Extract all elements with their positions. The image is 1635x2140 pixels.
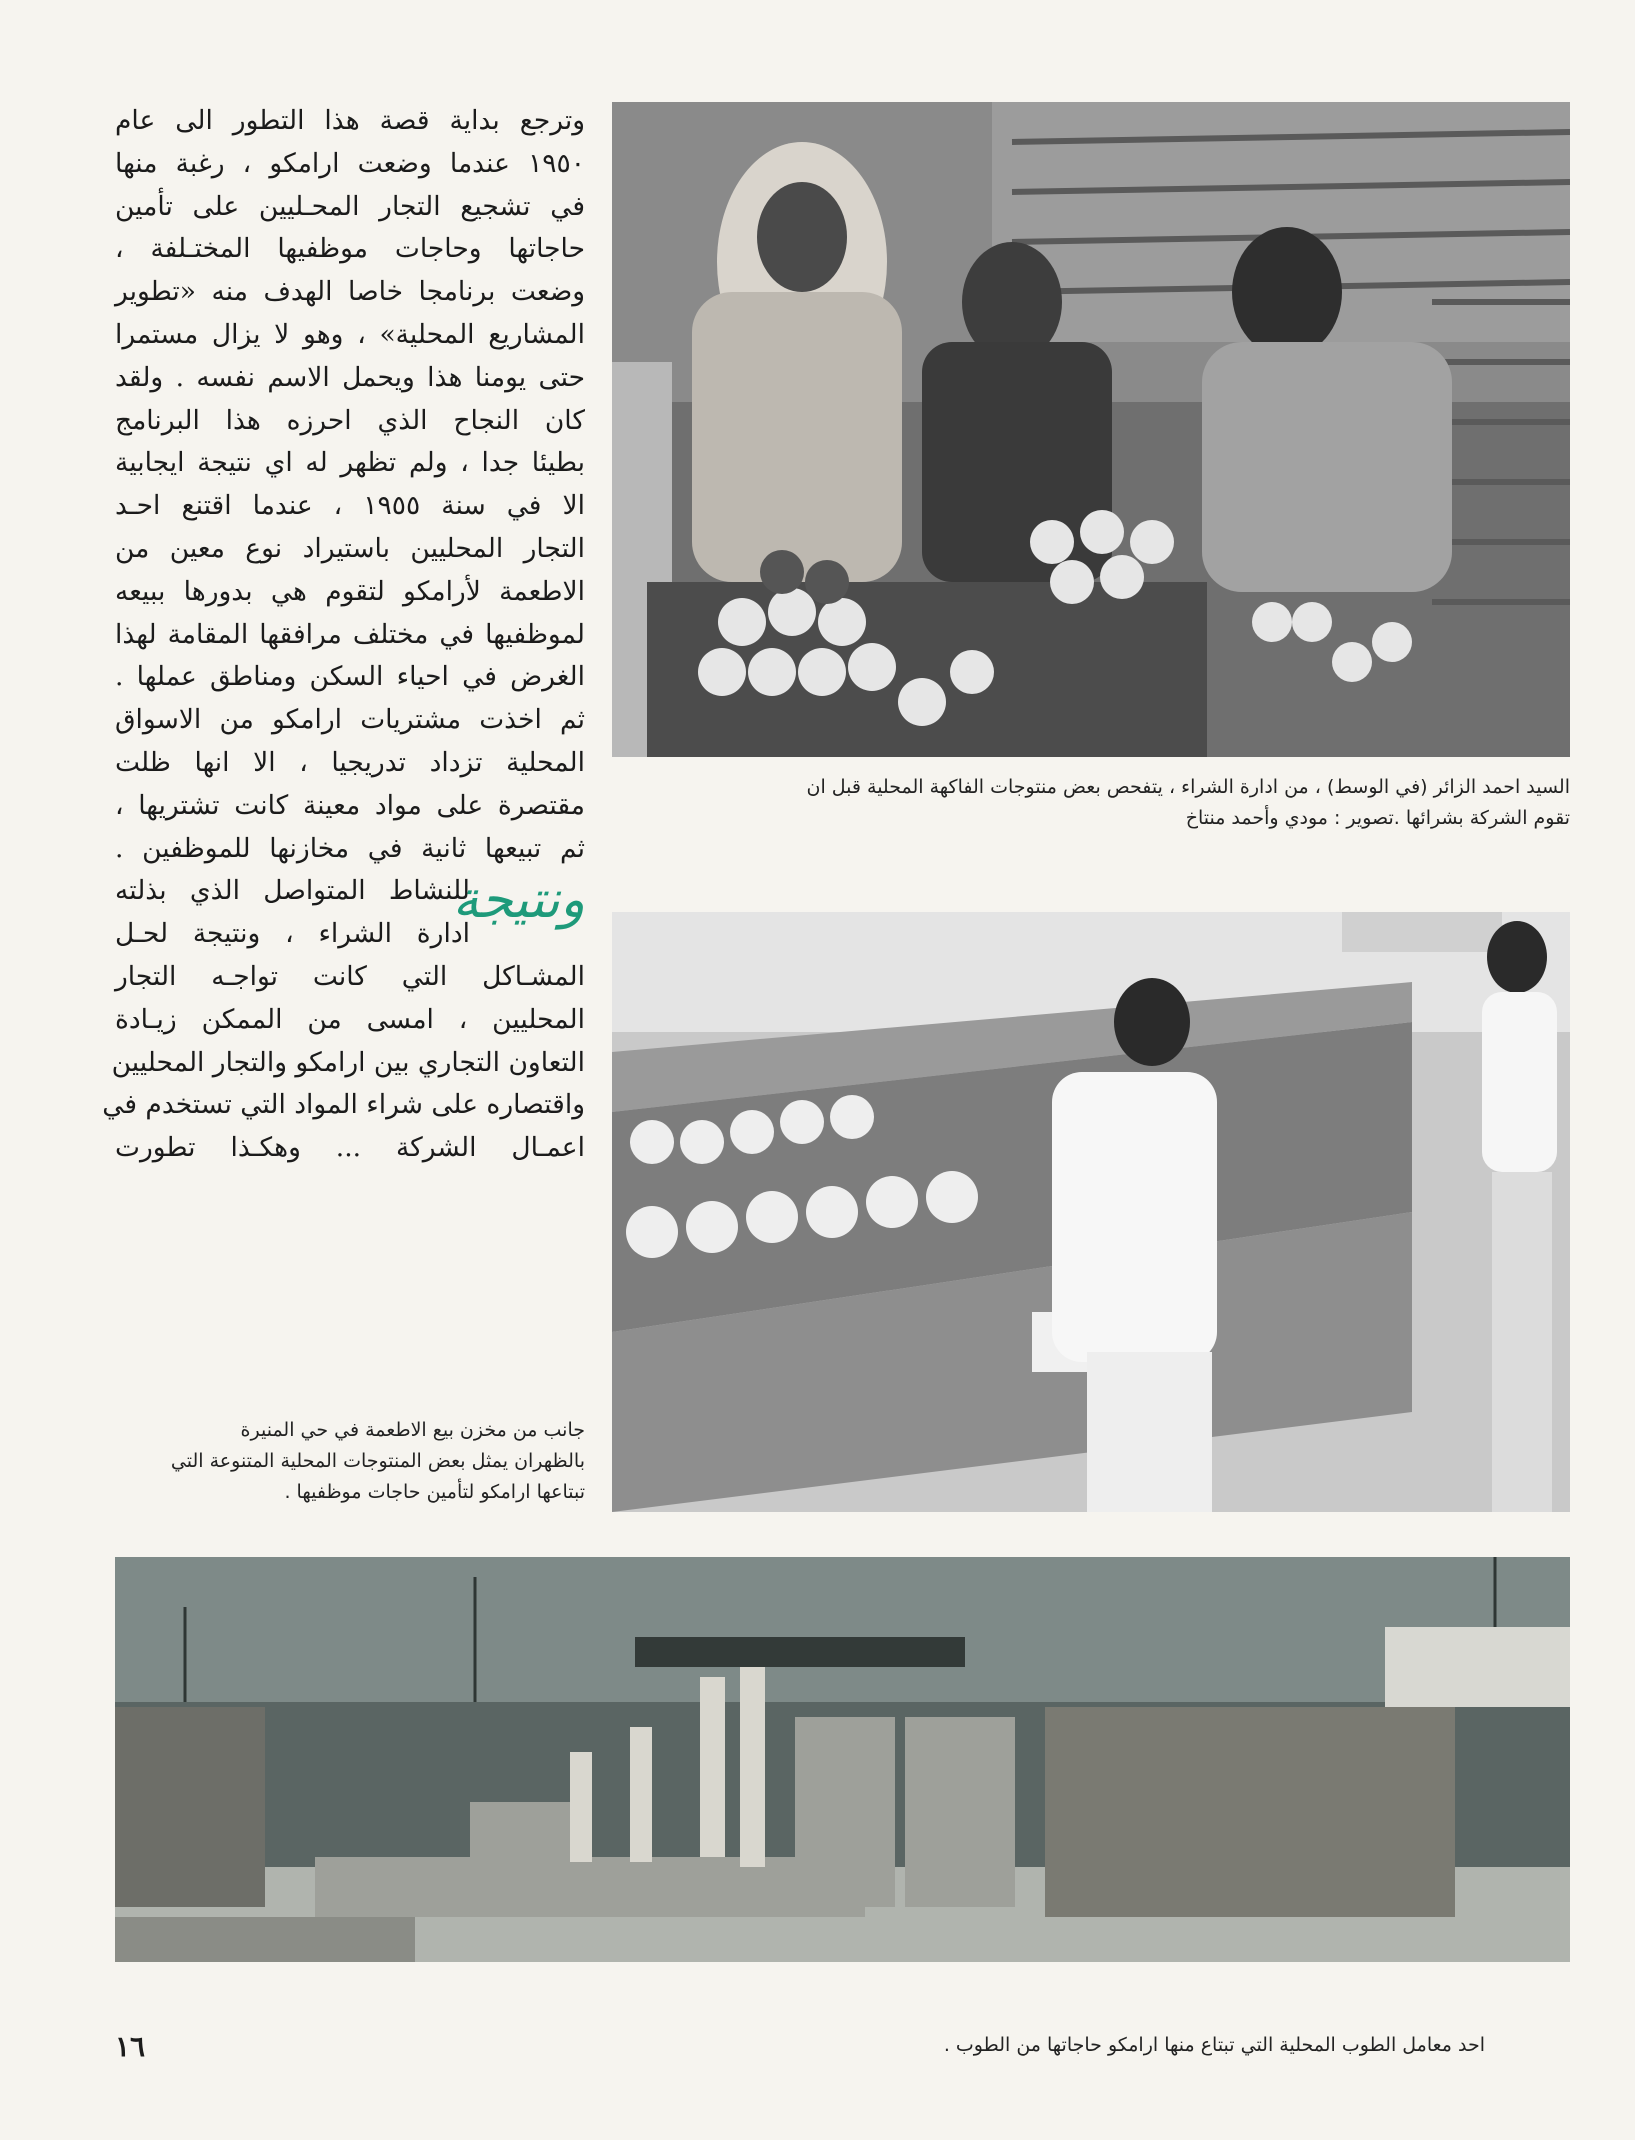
caption-text: تقوم الشركة بشرائها . — [1393, 807, 1570, 829]
article-line: الا في سنة ١٩٥٥ ، عندما اقتنع احـد — [115, 490, 585, 522]
caption-line: تبتاعها ارامكو لتأمين حاجات موظفيها . — [284, 1481, 585, 1503]
article-line: التعاون التجاري بين ارامكو والتجار المحليين — [111, 1046, 585, 1078]
article-line: وترجع بداية قصة هذا التطور الى عام — [115, 105, 585, 136]
photo-men-inspecting-fruit-icon — [612, 102, 1570, 757]
caption-line — [612, 803, 1570, 834]
article-line: المحلية تزداد تدريجيا ، الا انها ظلت — [115, 746, 585, 778]
article-line: الغرض في احياء السكن ومناطق عملها . — [115, 661, 585, 693]
article-paragraph-2 — [102, 870, 585, 1170]
article-body — [102, 100, 585, 1170]
article-line: واقتصاره على شراء المواد التي تستخدم في — [102, 1089, 585, 1121]
article-line: مقتصرة على مواد معينة كانت تشتريها ، — [115, 789, 585, 821]
article-line: اعمـال الشركة ... وهكـذا تطورت — [115, 1132, 585, 1164]
article-line: المحليين ، امسى من الممكن زيـادة — [115, 1003, 585, 1035]
photo-credit: تصوير : مودي وأحمد منتاخ — [1185, 807, 1394, 829]
article-line: التجار المحليين باستيراد نوع معين من — [115, 532, 585, 564]
lead-word: ونتيجة — [452, 870, 585, 931]
caption-line: بالظهران يمثل بعض المنتوجات المحلية المتنوعة التي — [170, 1450, 585, 1472]
article-line: الاطعمة لأرامكو لتقوم هي بدورها ببيعه — [115, 575, 585, 607]
page-number: ١٦ — [115, 2030, 146, 2063]
article-line: لموظفيها في مختلف مرافقها المقامة لهذا — [115, 618, 585, 650]
article-line: للنشاط المتواصل الذي بذلته — [115, 875, 470, 907]
article-line: ١٩٥٠ عندما وضعت ارامكو ، رغبة منها — [115, 147, 585, 179]
photo-fruit-inspection — [612, 102, 1570, 757]
article-line: وضعت برنامجا خاصا الهدف منه «تطوير — [115, 276, 585, 308]
article-line: في تشجيع التجار المحـليين على تأمين — [115, 190, 585, 222]
article-line: حاجاتها وحاجات موظفيها المختـلفة ، — [115, 233, 585, 265]
bricks-photo-caption — [585, 2030, 1485, 2061]
article-line: ثم تبيعها ثانية في مخازنها للموظفين . — [115, 832, 585, 864]
article-line: ثم اخذت مشتريات ارامكو من الاسواق — [115, 704, 585, 736]
article-line: بطيئا جدا ، ولم تظهر له اي نتيجة ايجابية — [115, 447, 585, 479]
article-line: المشـاكل التي كانت تواجـه التجار — [115, 960, 585, 992]
photo-food-store-display-icon — [612, 912, 1570, 1512]
photo-brick-factory — [115, 1557, 1570, 1962]
store-photo-caption — [115, 1415, 585, 1508]
article-line: كان النجاح الذي احرزه هذا البرنامج — [115, 404, 585, 436]
caption-line: احد معامل الطوب المحلية التي تبتاع منها ارامكو حاجاتها من الطوب . — [943, 2034, 1485, 2056]
photo-food-store — [612, 912, 1570, 1512]
article-line: ادارة الشراء ، ونتيجة لحـل — [115, 918, 470, 950]
photo-brick-factory-icon — [115, 1557, 1570, 1962]
article-line: المشاريع المحلية» ، وهو لا يزال مستمرا — [115, 318, 585, 350]
caption-line: جانب من مخزن بيع الاطعمة في حي المنيرة — [240, 1419, 585, 1441]
article-paragraph-1 — [115, 100, 585, 870]
caption-line: السيد احمد الزائر (في الوسط) ، من ادارة الشراء ، يتفحص بعض منتوجات الفاكهة المحلية قبل ان — [806, 776, 1570, 798]
fruit-photo-caption — [612, 772, 1570, 834]
article-line: حتى يومنا هذا ويحمل الاسم نفسه . ولقد — [115, 361, 585, 393]
